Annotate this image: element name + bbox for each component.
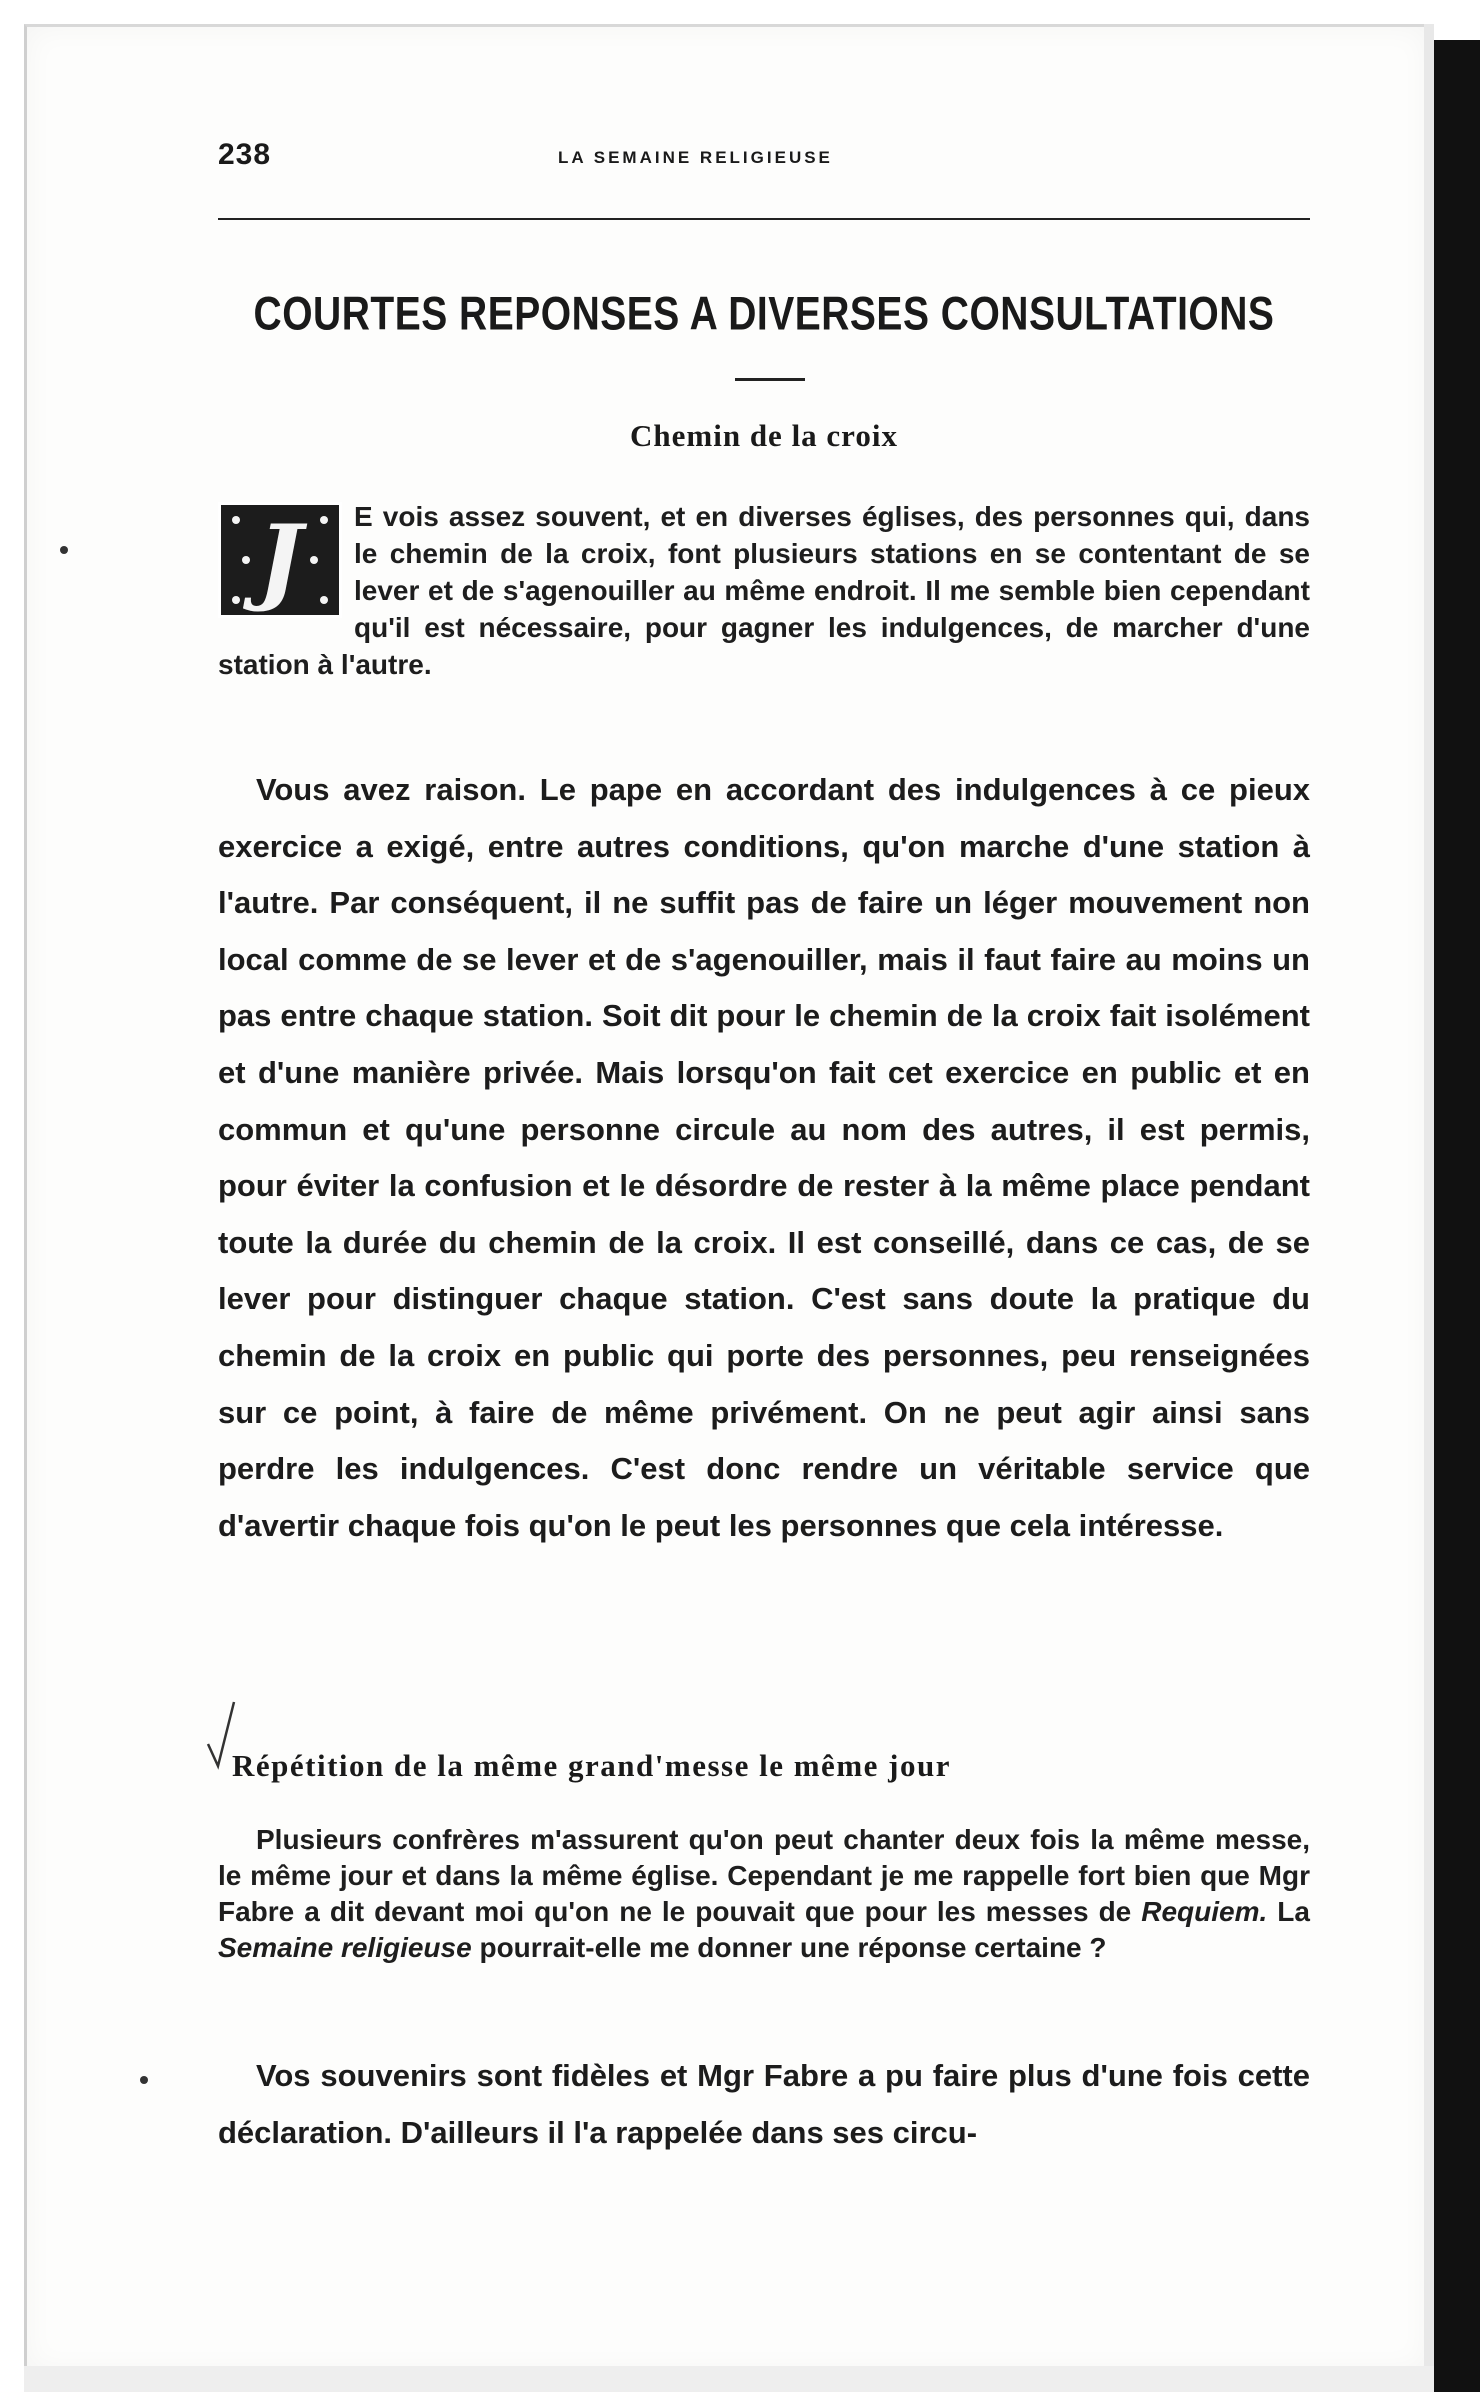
answer-2 [218, 2048, 1310, 2161]
margin-mark [140, 2076, 148, 2084]
question-1 [218, 498, 1310, 683]
section-heading-chemin: Chemin de la croix [630, 418, 898, 453]
question-1-text: E vois assez souvent, et en diverses églises, des personnes qui, dans le chemin de la croix, font plusieurs stations en se contentant de se lever et de s'agenouiller au même endroit. Il me semble bien cependant qu'il est nécessaire, pour gagner les indulgences, de marcher d'une station à l'autre. [218, 501, 1310, 680]
page-gutter [1424, 24, 1434, 2392]
section-heading-repetition: Répétition de la même grand'messe le même jour [232, 1748, 951, 1783]
question-2-part-3: pourrait-elle me donner une réponse certaine ? [471, 1932, 1107, 1963]
article-title: COURTES REPONSES A DIVERSES CONSULTATIONS [253, 288, 1275, 341]
page-number: 238 [218, 138, 272, 171]
drop-cap-ornament [218, 502, 342, 618]
drop-cap-letter: J [257, 505, 303, 615]
question-2-text [218, 1822, 1310, 1966]
page-bottom-edge [24, 2366, 1434, 2392]
requiem-italic: Requiem. [1141, 1896, 1268, 1927]
journal-title: LA SEMAINE RELIGIEUSE [558, 148, 833, 167]
margin-mark [60, 546, 68, 554]
semaine-religieuse-italic: Semaine religieuse [218, 1932, 472, 1963]
header-rule [218, 218, 1310, 220]
answer-1-text: Vous avez raison. Le pape en accordant des indulgences à ce pieux exercice a exigé, entre autres conditions, qu'on marche d'une station à l'autre. Par conséquent, il ne suffit pas de faire un léger mouvement non local comme de se lever et de s'agenouiller, mais il faut faire au moins un pas entre chaque station. Soit dit pour le chemin de la croix fait isolément et d'une manière privée. Mais lorsqu'on fait cet exercice en public et en commun et qu'une personne circule au nom des autres, il est permis, pour éviter la confusion et le désordre de rester à la même place pendant toute la durée du chemin de la croix. Il est conseillé, dans ce cas, de se lever pour distinguer chaque station. C'est sans doute la pratique du chemin de la croix en public qui porte des personnes, peu renseignées sur ce point, à faire de même privément. On ne peut agir ainsi sans perdre les indulgences. C'est donc rendre un véritable service que d'avertir chaque fois qu'on le peut les personnes que cela intéresse. [218, 772, 1310, 1543]
question-2-part-1: Plusieurs confrères m'assurent qu'on peut chanter deux fois la même messe, le même jour et dans la même église. Cependant je me rappelle fort bien que Mgr Fabre a dit devant moi qu'on ne le pouvait que pour les messes de [218, 1824, 1310, 1927]
answer-2-text: Vos souvenirs sont fidèles et Mgr Fabre a pu faire plus d'une fois cette déclaration. D'ailleurs il l'a rappelée dans ses circu- [218, 2058, 1310, 2150]
question-2 [218, 1822, 1310, 1966]
answer-1 [218, 762, 1310, 1554]
running-head [218, 138, 1310, 178]
scan-border [1434, 40, 1480, 2392]
title-rule [735, 378, 805, 381]
question-2-part-2: La [1267, 1896, 1310, 1927]
